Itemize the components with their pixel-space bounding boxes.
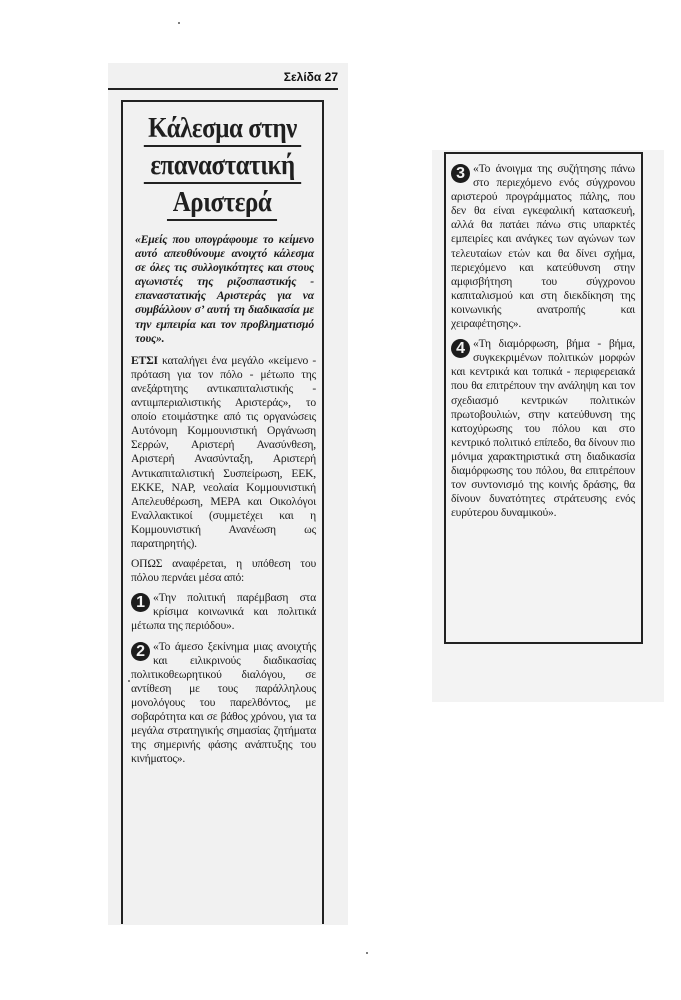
point-4-text: «Τη διαμόρφωση, βήμα - βήμα, συγκεκριμένων πολιτικών μορφών και κεντρικά και τοπικά - περιφερειακά που θα επιτρέπουν την ανάληψη και τον σχεδιασμό κεντρικών πολιτικών πρωτοβουλιών, στην κατεύθυνση της κατοχύρωσης του πόλου και στο κεντρικό πολιτικό επίπεδο, θα δίνουν πιο μόνιμα χαρακτηριστικά στη διαδικασία διαμόρφωσης του πόλου, θα επιτρέπουν τον συντονισμό της κοινής δράσης, θα δίνουν δυνατότητες στράτευσης ενός ευρύτερου δυναμικού». xyxy=(451,337,635,520)
article-column-left xyxy=(121,100,324,924)
header-rule xyxy=(108,88,338,90)
article-column-right xyxy=(444,152,643,644)
paragraph-1 xyxy=(131,354,316,551)
point-3-text: «Το άνοιγμα της συζήτησης πάνω στο περιεχόμενο ενός σύγχρονου αριστερού προγράμματος πάλης, που δεν θα είναι εγκεφαλική κατασκευή, αλλά θα πατάει πάνω στις υπαρκτές εμπειρίες και ανάγκες των αγώνων των τελευταίων ετών και θα δίνει σχήμα, περιεχόμενο και κατεύθυνση στην αμφισβήτηση του σύγχρονου καπιταλισμού και στη διεκδίκηση της κοινωνικής ανατροπής και χειραφέτησης». xyxy=(451,162,635,331)
article-body-left xyxy=(131,354,316,767)
headline-line-2: επαναστατική xyxy=(144,149,301,184)
paragraph-1-text: καταλήγει ένα μεγάλο «κείμενο - πρόταση για τον πόλο - μέτωπο της ανεξάρτητης αντικαπιταλιστικής - αντιιμπεριαλιστικής Αριστεράς», το οποίο ετοιμάστηκε από τις οργανώσεις Αυτόνομη Κομμουνιστική Οργάνωση Σερρών, Αριστερή Ανασύνθεση, Αριστερή Ανασύνταξη, Αριστερή Αντικαπιταλιστική Συσπείρωση, ΕΕΚ, ΕΚΚΕ, ΝΑΡ, νεολαία Κομμουνιστική Απελευθέρωση, ΜΕΡΑ και Οικολόγοι Εναλλακτικοί (συμμετέχει και η Κομμουνιστική Ανανέωση ως παρατηρητής). xyxy=(131,353,316,550)
point-2-text: «Το άμεσο ξεκίνημα μιας ανοιχτής και ειλικρινούς διαδικασίας πολιτικοθεωρητικού διαλόγου, σε αντίθεση με τους παράλληλους μονολόγους του παρελθόντος, με σοβαρότητα και σε βάθος χρόνου, για τα μεγάλα στρατηγικής σημασίας ζητήματα της σημερινής φάσης ανάπτυξης του κινήματος». xyxy=(131,639,316,766)
paragraph-2: ΟΠΩΣ αναφέρεται, η υπόθεση του πόλου περνάει μέσα από: xyxy=(131,557,316,585)
scan-speck xyxy=(366,952,368,954)
point-1-text: «Την πολιτική παρέμβαση στα κρίσιμα κοινωνικά και πολιτικά μέτωπα της περιόδου». xyxy=(131,591,316,633)
number-badge-3-icon: 3 xyxy=(451,164,470,183)
headline-line-3: Αριστερά xyxy=(167,186,277,221)
number-badge-4-icon: 4 xyxy=(451,339,470,358)
lead-paragraph: «Εμείς που υπογράφουμε το κείμενο αυτό απευθύνουμε ανοιχτό κάλεσμα σε όλες τις συλλογικότητες και στους αγωνιστές της ριζοσπαστικής - επαναστατικής Αριστεράς για να συμβάλλουν σ’ αυτή τη διαδικασία με την εμπειρία και τον προβληματισμό τους». xyxy=(135,233,314,345)
headline xyxy=(131,112,314,221)
page-number-label: Σελίδα 27 xyxy=(283,70,338,84)
paragraph-1-lead-word: ΕΤΣΙ xyxy=(131,353,158,367)
point-2 xyxy=(131,640,316,767)
scan-speck xyxy=(128,680,130,682)
number-badge-2-icon: 2 xyxy=(131,642,150,661)
article-body-right xyxy=(451,162,635,520)
point-3 xyxy=(451,162,635,331)
scan-speck xyxy=(178,22,180,24)
point-4 xyxy=(451,337,635,520)
number-badge-1-icon: 1 xyxy=(131,593,150,612)
headline-line-1: Κάλεσμα στην xyxy=(144,112,301,147)
point-1 xyxy=(131,591,316,633)
